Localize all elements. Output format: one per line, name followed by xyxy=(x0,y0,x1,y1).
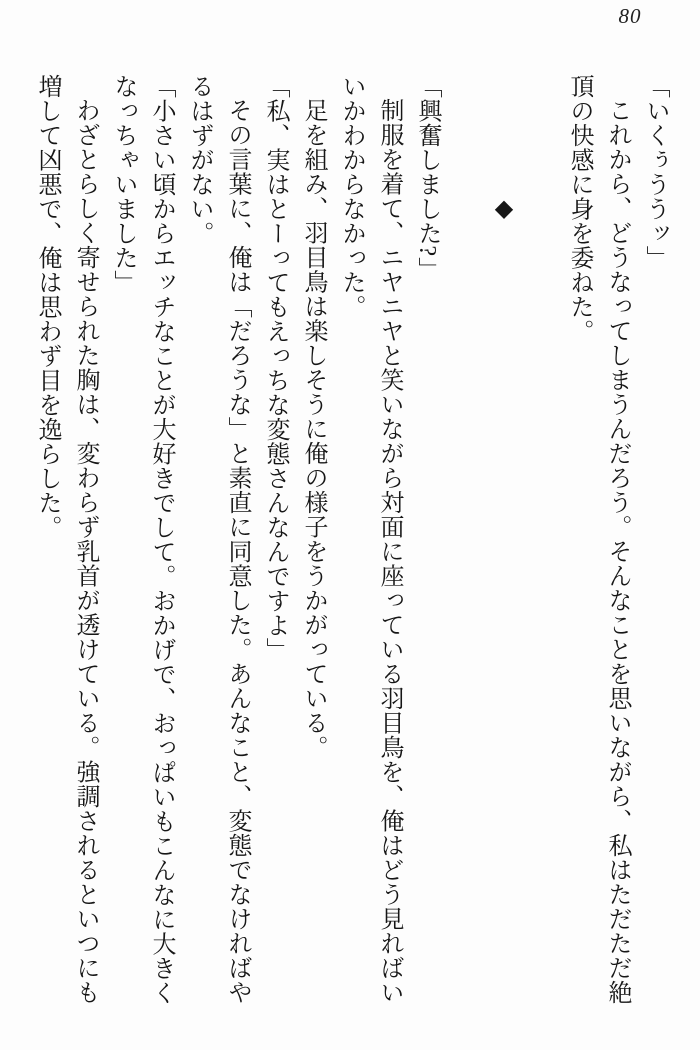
paragraph-narration: これから、どうなってしまうんだろう。そんなことを思いながら、私はただただ絶頂の快感に身を委ねた。 xyxy=(566,74,630,1005)
paragraph-narration: わざとらしく寄せられた胸は、変わらず乳首が透けている。強調されるといつにも増して凶悪で、俺は思わず目を逸らした。 xyxy=(34,74,98,1005)
section-separator-diamond-icon: ◆ xyxy=(490,194,516,223)
paragraph-narration: 制服を着て、ニヤニヤと笑いながら対面に座っている羽目鳥を、俺はどう見ればいいかわからなかった。 xyxy=(338,74,402,1005)
paragraph-dialogue: 「私、実はとーってもえっちな変態さんなんですよ」 xyxy=(262,74,288,662)
paragraph-dialogue: 「小さい頃からエッチなことが大好きでして。おかげで、おっぱいもこんなに大きくなっちゃいました」 xyxy=(110,74,174,1005)
text-area xyxy=(24,74,674,1012)
paragraph-dialogue: 「興奮しました?」 xyxy=(414,74,440,282)
paragraph-narration: その言葉に、俺は「だろうな」と素直に同意した。あんなこと、変態でなければやるはずがない。 xyxy=(186,74,250,1005)
paragraph-narration: 足を組み、羽目鳥は楽しそうに俺の様子をうかがっている。 xyxy=(300,98,326,760)
page-number: 80 xyxy=(618,4,642,28)
paragraph-dialogue: 「いくぅううッ」 xyxy=(642,74,668,270)
